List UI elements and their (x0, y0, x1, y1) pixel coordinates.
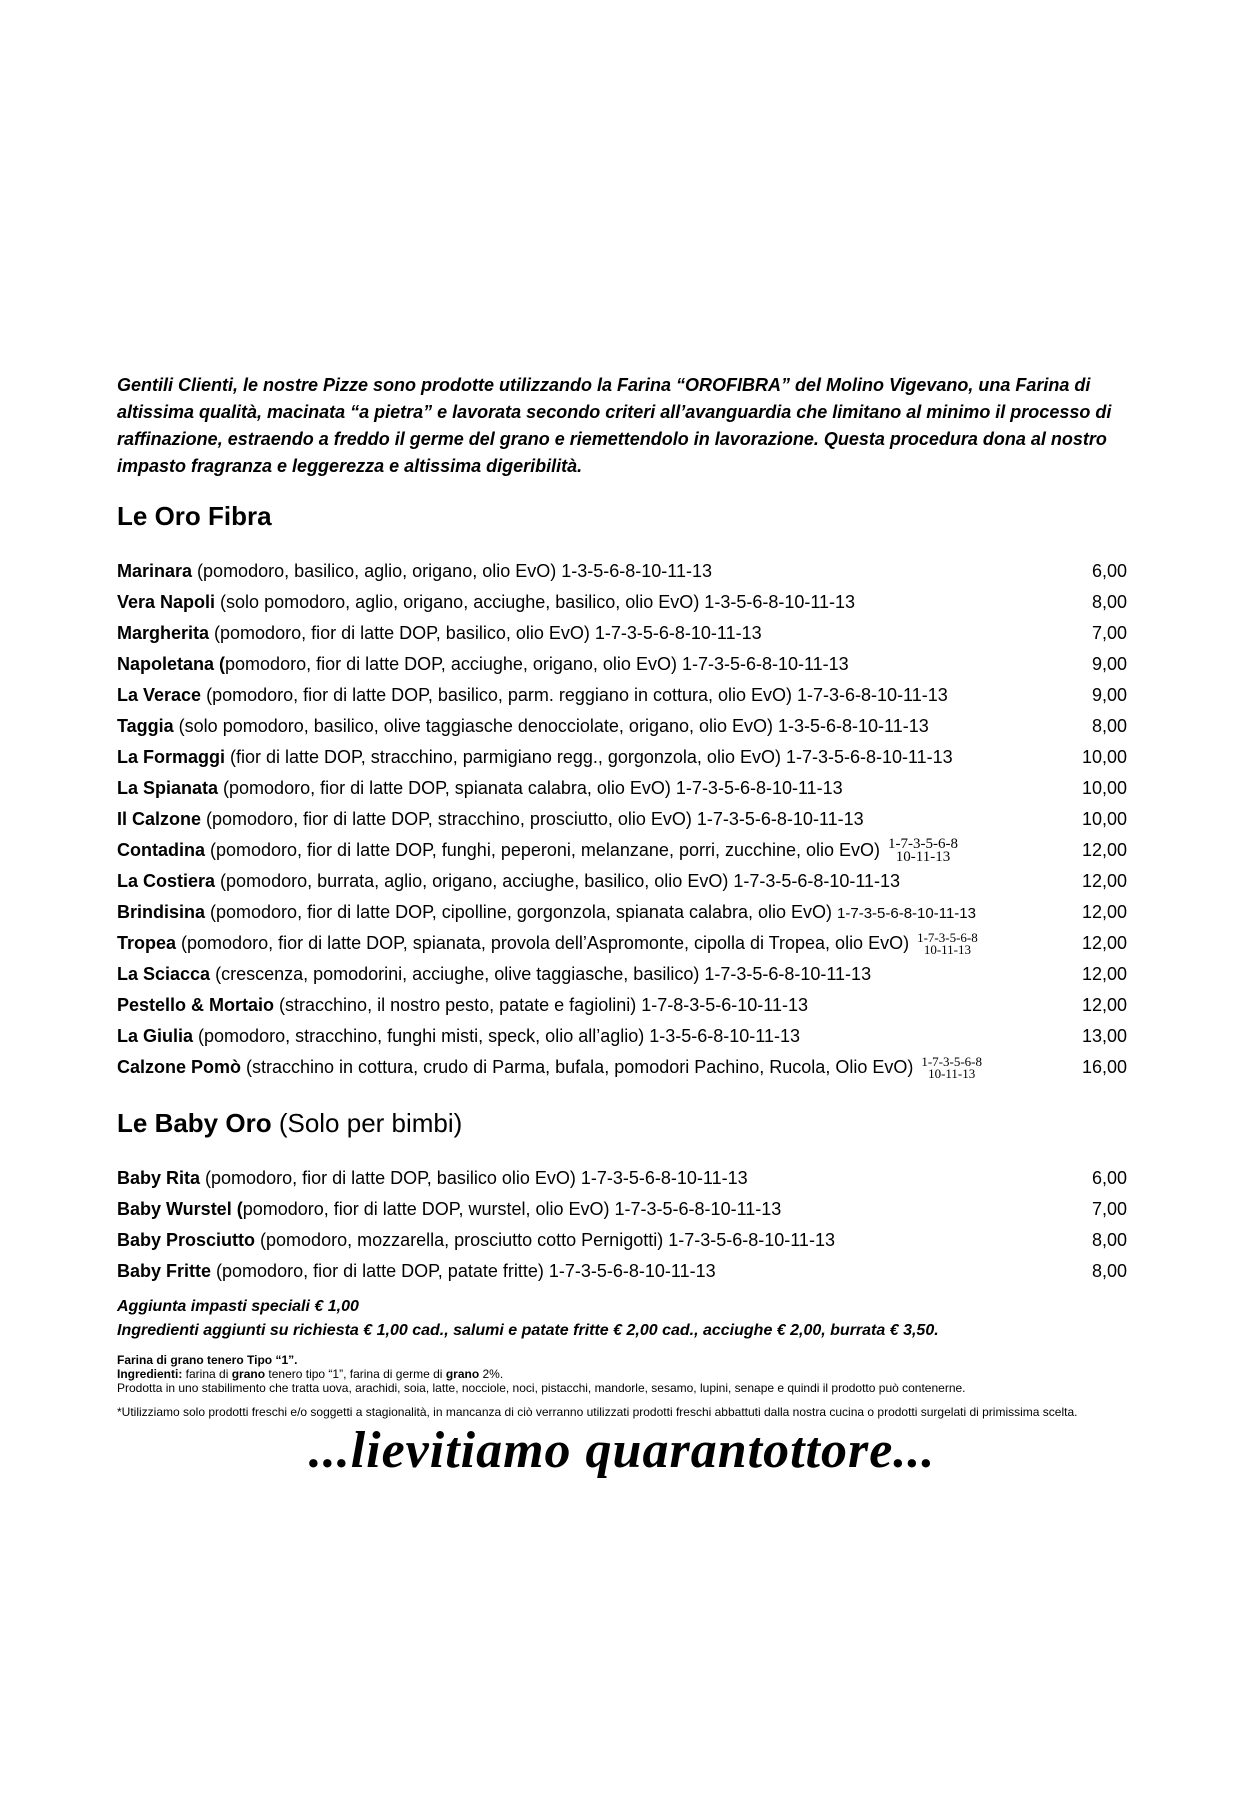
menu-item-name: La Spianata (117, 778, 219, 798)
menu-item-price: 10,00 (1081, 778, 1127, 798)
menu-item-name: Il Calzone (117, 809, 202, 829)
menu-item-ingredients: (pomodoro, fior di latte DOP, cipolline, gorgonzola, spianata calabra, olio EvO) (205, 902, 838, 922)
allergen-codes-line: 1-7-3-5-6-8 (921, 1055, 982, 1069)
menu-item-name: La Costiera (117, 871, 216, 891)
menu-item-allergens: 1-7-3-5-6-8-10-11-13 (837, 905, 976, 922)
menu-item-price: 8,00 (1091, 716, 1127, 736)
menu-item-name: Marinara (117, 561, 193, 581)
menu-item (117, 649, 1127, 680)
menu-item-description (117, 1199, 1077, 1220)
notes (117, 1295, 1127, 1343)
section-subtitle: (Solo per bimbi) (271, 1108, 463, 1138)
menu-item-price: 12,00 (1081, 933, 1127, 953)
menu-item-price: 8,00 (1091, 1230, 1127, 1250)
menu-item (117, 742, 1127, 773)
menu-item-price: 6,00 (1091, 1168, 1127, 1188)
note-ingredienti: Ingredienti aggiunti su richiesta € 1,00 cad., salumi e patate fritte € 2,00 cad., acciughe € 2,00, burrata € 3,50. (117, 1322, 939, 1339)
slogan: ...lievitiamo quarantottore... (308, 1422, 936, 1479)
menu-item-description (117, 964, 1077, 985)
menu-item-ingredients: (solo pomodoro, basilico, olive taggiasche denocciolate, origano, olio EvO) 1-3-5-6-8-10-11-13 (173, 716, 929, 736)
menu-item-name: Taggia (117, 716, 174, 736)
menu-item-price: 13,00 (1081, 1026, 1127, 1046)
menu-item-ingredients: (pomodoro, fior di latte DOP, basilico, parm. reggiano in cottura, olio EvO) 1-7-3-6-8-10-11-13 (201, 685, 948, 705)
fine-print (117, 1353, 1127, 1395)
menu-item-name: Baby Prosciutto (117, 1230, 256, 1250)
intro-text: Gentili Clienti, le nostre Pizze sono prodotte utilizzando la Farina “OROFIBRA” del Molino Vigevano, una Farina di altissima qualità, macinata “a pietra” e lavorata secondo criteri all’avanguardia che limitano al minimo il processo di raffinazione, estraendo a freddo il germe del grano e riemettendolo in lavorazione. Questa procedura dona al nostro impasto fragranza e leggerezza e altissima digeribilità. (117, 375, 1112, 476)
menu-item-ingredients: (crescenza, pomodorini, acciughe, olive taggiasche, basilico) 1-7-3-5-6-8-10-11-13 (210, 964, 872, 984)
section-title-oro-fibra (117, 500, 1127, 532)
menu-item-price: 9,00 (1091, 685, 1127, 705)
menu-item-price: 8,00 (1091, 592, 1127, 612)
menu-item-description (117, 654, 1077, 675)
menu-item-name: Napoletana ( (117, 654, 226, 674)
menu-item-description (117, 623, 1077, 644)
menu-item (117, 1052, 1127, 1083)
menu-item-name: Baby Rita (117, 1168, 201, 1188)
menu-item-description (117, 685, 1077, 706)
menu-item (117, 1256, 1127, 1287)
menu-item-name: La Sciacca (117, 964, 211, 984)
menu-item-name: Contadina (117, 839, 205, 860)
fine-freschi: *Utilizziamo solo prodotti freschi e/o soggetti a stagionalità, in mancanza di ciò verranno utilizzati prodotti freschi abbattuti dalla nostra cucina o prodotti surgelati di primissima scelta. (117, 1405, 1078, 1419)
menu-item-description (117, 1026, 1077, 1047)
menu-item-price: 10,00 (1081, 747, 1127, 767)
fine-ingr-label: Ingredienti: (117, 1367, 183, 1381)
menu-item-price: 7,00 (1091, 623, 1127, 643)
menu-item-description (117, 995, 1077, 1016)
section-title-text: Le Baby Oro (117, 1108, 272, 1138)
menu-item-name: Calzone Pomò (117, 1056, 242, 1077)
menu-item-ingredients: (pomodoro, fior di latte DOP, basilico, olio EvO) 1-7-3-5-6-8-10-11-13 (209, 623, 762, 643)
menu-item-name: Margherita (117, 623, 210, 643)
menu-item (117, 1163, 1127, 1194)
menu-item (117, 835, 1127, 866)
allergen-codes-line: 1-7-3-5-6-8 (888, 837, 959, 852)
menu-item-name: La Formaggi (117, 747, 226, 767)
menu-item-description (117, 778, 1077, 799)
menu-item-name: La Giulia (117, 1026, 194, 1046)
menu-item-description (117, 592, 1077, 613)
menu-item-description (117, 871, 1077, 892)
menu-item (117, 1194, 1127, 1225)
menu-item-ingredients: pomodoro, fior di latte DOP, wurstel, olio EvO) 1-7-3-5-6-8-10-11-13 (242, 1199, 782, 1219)
menu-item-description (117, 902, 1077, 923)
menu-item-ingredients: (pomodoro, fior di latte DOP, spianata calabra, olio EvO) 1-7-3-5-6-8-10-11-13 (218, 778, 843, 798)
menu-item-price: 12,00 (1081, 964, 1127, 984)
menu-item-name: Vera Napoli (117, 592, 216, 612)
menu-item (117, 804, 1127, 835)
allergen-codes-line: 1-7-3-5-6-8 (917, 931, 978, 945)
menu-item-price: 12,00 (1081, 995, 1127, 1015)
section-title-text: Le Oro Fibra (117, 501, 272, 531)
menu-item-description (117, 809, 1077, 830)
fine-farina: Farina di grano tenero Tipo “1”. (117, 1353, 298, 1367)
menu-item-ingredients: (pomodoro, fior di latte DOP, patate fritte) 1-7-3-5-6-8-10-11-13 (211, 1261, 716, 1281)
menu-item-description (117, 932, 1077, 956)
menu-item-name: Pestello & Mortaio (117, 995, 275, 1015)
menu-item-ingredients: (pomodoro, basilico, aglio, origano, olio EvO) 1-3-5-6-8-10-11-13 (192, 561, 712, 581)
note-impasti: Aggiunta impasti speciali € 1,00 (117, 1298, 359, 1315)
fine-grano: grano (445, 1367, 480, 1381)
menu-item (117, 711, 1127, 742)
menu-list-baby-oro (117, 1163, 1127, 1287)
menu-item-ingredients: (pomodoro, fior di latte DOP, funghi, peperoni, melanzane, porri, zucchine, olio EvO) (205, 839, 881, 860)
allergen-codes-line: 10-11-13 (928, 1065, 976, 1080)
menu-item-description (117, 1056, 1077, 1080)
menu-item-allergens (917, 932, 978, 956)
menu-item-ingredients: (pomodoro, stracchino, funghi misti, speck, olio all’aglio) 1-3-5-6-8-10-11-13 (193, 1026, 800, 1046)
menu-item-ingredients: (pomodoro, fior di latte DOP, stracchino, prosciutto, olio EvO) 1-7-3-5-6-8-10-11-13 (201, 809, 864, 829)
fine-ingr-text: tenero tipo “1”, farina di germe di (265, 1367, 446, 1381)
menu-item-description (117, 1261, 1077, 1282)
menu-item-price: 9,00 (1091, 654, 1127, 674)
menu-item-ingredients: (pomodoro, burrata, aglio, origano, acciughe, basilico, olio EvO) 1-7-3-5-6-8-10-11-13 (215, 871, 901, 891)
menu-item (117, 618, 1127, 649)
menu-item-ingredients: (pomodoro, fior di latte DOP, basilico olio EvO) 1-7-3-5-6-8-10-11-13 (200, 1168, 748, 1188)
menu-item (117, 1225, 1127, 1256)
menu-item-price: 12,00 (1081, 840, 1127, 860)
menu-item (117, 866, 1127, 897)
menu-item-ingredients: (stracchino in cottura, crudo di Parma, bufala, pomodori Pachino, Rucola, Olio EvO) (241, 1056, 914, 1077)
menu-item-name: Tropea (117, 932, 177, 953)
menu-item-description (117, 716, 1077, 737)
menu-item-description (117, 747, 1077, 768)
fine-ingredienti (117, 1367, 1127, 1381)
menu-item-name: La Verace (117, 685, 202, 705)
menu-item (117, 990, 1127, 1021)
menu-item-price: 12,00 (1081, 871, 1127, 891)
menu-page (117, 372, 1127, 1480)
section-title-baby-oro (117, 1107, 1127, 1139)
menu-item (117, 773, 1127, 804)
menu-item (117, 680, 1127, 711)
fine-ingr-text: 2%. (479, 1367, 504, 1381)
fine-allergeni: Prodotta in uno stabilimento che tratta uova, arachidi, soia, latte, nocciole, noci, pistacchi, mandorle, sesamo, lupini, senape e quindi il prodotto può contenerne. (117, 1381, 966, 1395)
menu-item-ingredients: (pomodoro, fior di latte DOP, spianata, provola dell’Aspromonte, cipolla di Tropea, olio EvO) (176, 932, 910, 953)
menu-item-price: 10,00 (1081, 809, 1127, 829)
menu-item (117, 1021, 1127, 1052)
menu-item (117, 959, 1127, 990)
menu-item-price: 6,00 (1091, 561, 1127, 581)
menu-item-name: Baby Wurstel ( (117, 1199, 243, 1219)
menu-item-ingredients: pomodoro, fior di latte DOP, acciughe, origano, olio EvO) 1-7-3-5-6-8-10-11-13 (225, 654, 849, 674)
menu-item-price: 7,00 (1091, 1199, 1127, 1219)
menu-item (117, 587, 1127, 618)
menu-item-name: Baby Fritte (117, 1261, 212, 1281)
menu-item-ingredients: (stracchino, il nostro pesto, patate e fagiolini) 1-7-8-3-5-6-10-11-13 (274, 995, 808, 1015)
menu-item-description (117, 838, 1077, 864)
menu-item-ingredients: (solo pomodoro, aglio, origano, acciughe, basilico, olio EvO) 1-3-5-6-8-10-11-13 (215, 592, 856, 612)
menu-item (117, 928, 1127, 959)
menu-item (117, 897, 1127, 928)
menu-item-allergens (888, 838, 958, 864)
fine-grano: grano (231, 1367, 266, 1381)
menu-item-price: 16,00 (1081, 1057, 1127, 1077)
fine-ingr-text: farina di (182, 1367, 232, 1381)
menu-item-name: Brindisina (117, 902, 206, 922)
menu-item-description (117, 561, 1077, 582)
menu-item (117, 556, 1127, 587)
allergen-codes-line: 10-11-13 (923, 941, 971, 956)
menu-item-price: 8,00 (1091, 1261, 1127, 1281)
menu-item-allergens (921, 1056, 982, 1080)
menu-item-description (117, 1168, 1077, 1189)
menu-item-ingredients: (pomodoro, mozzarella, prosciutto cotto Pernigotti) 1-7-3-5-6-8-10-11-13 (255, 1230, 835, 1250)
menu-list-oro-fibra (117, 556, 1127, 1083)
menu-item-ingredients: (fior di latte DOP, stracchino, parmigiano regg., gorgonzola, olio EvO) 1-7-3-5-6-8-10-11-13 (225, 747, 953, 767)
menu-item-description (117, 1230, 1077, 1251)
allergen-codes-line: 10-11-13 (895, 848, 951, 864)
menu-item-price: 12,00 (1081, 902, 1127, 922)
